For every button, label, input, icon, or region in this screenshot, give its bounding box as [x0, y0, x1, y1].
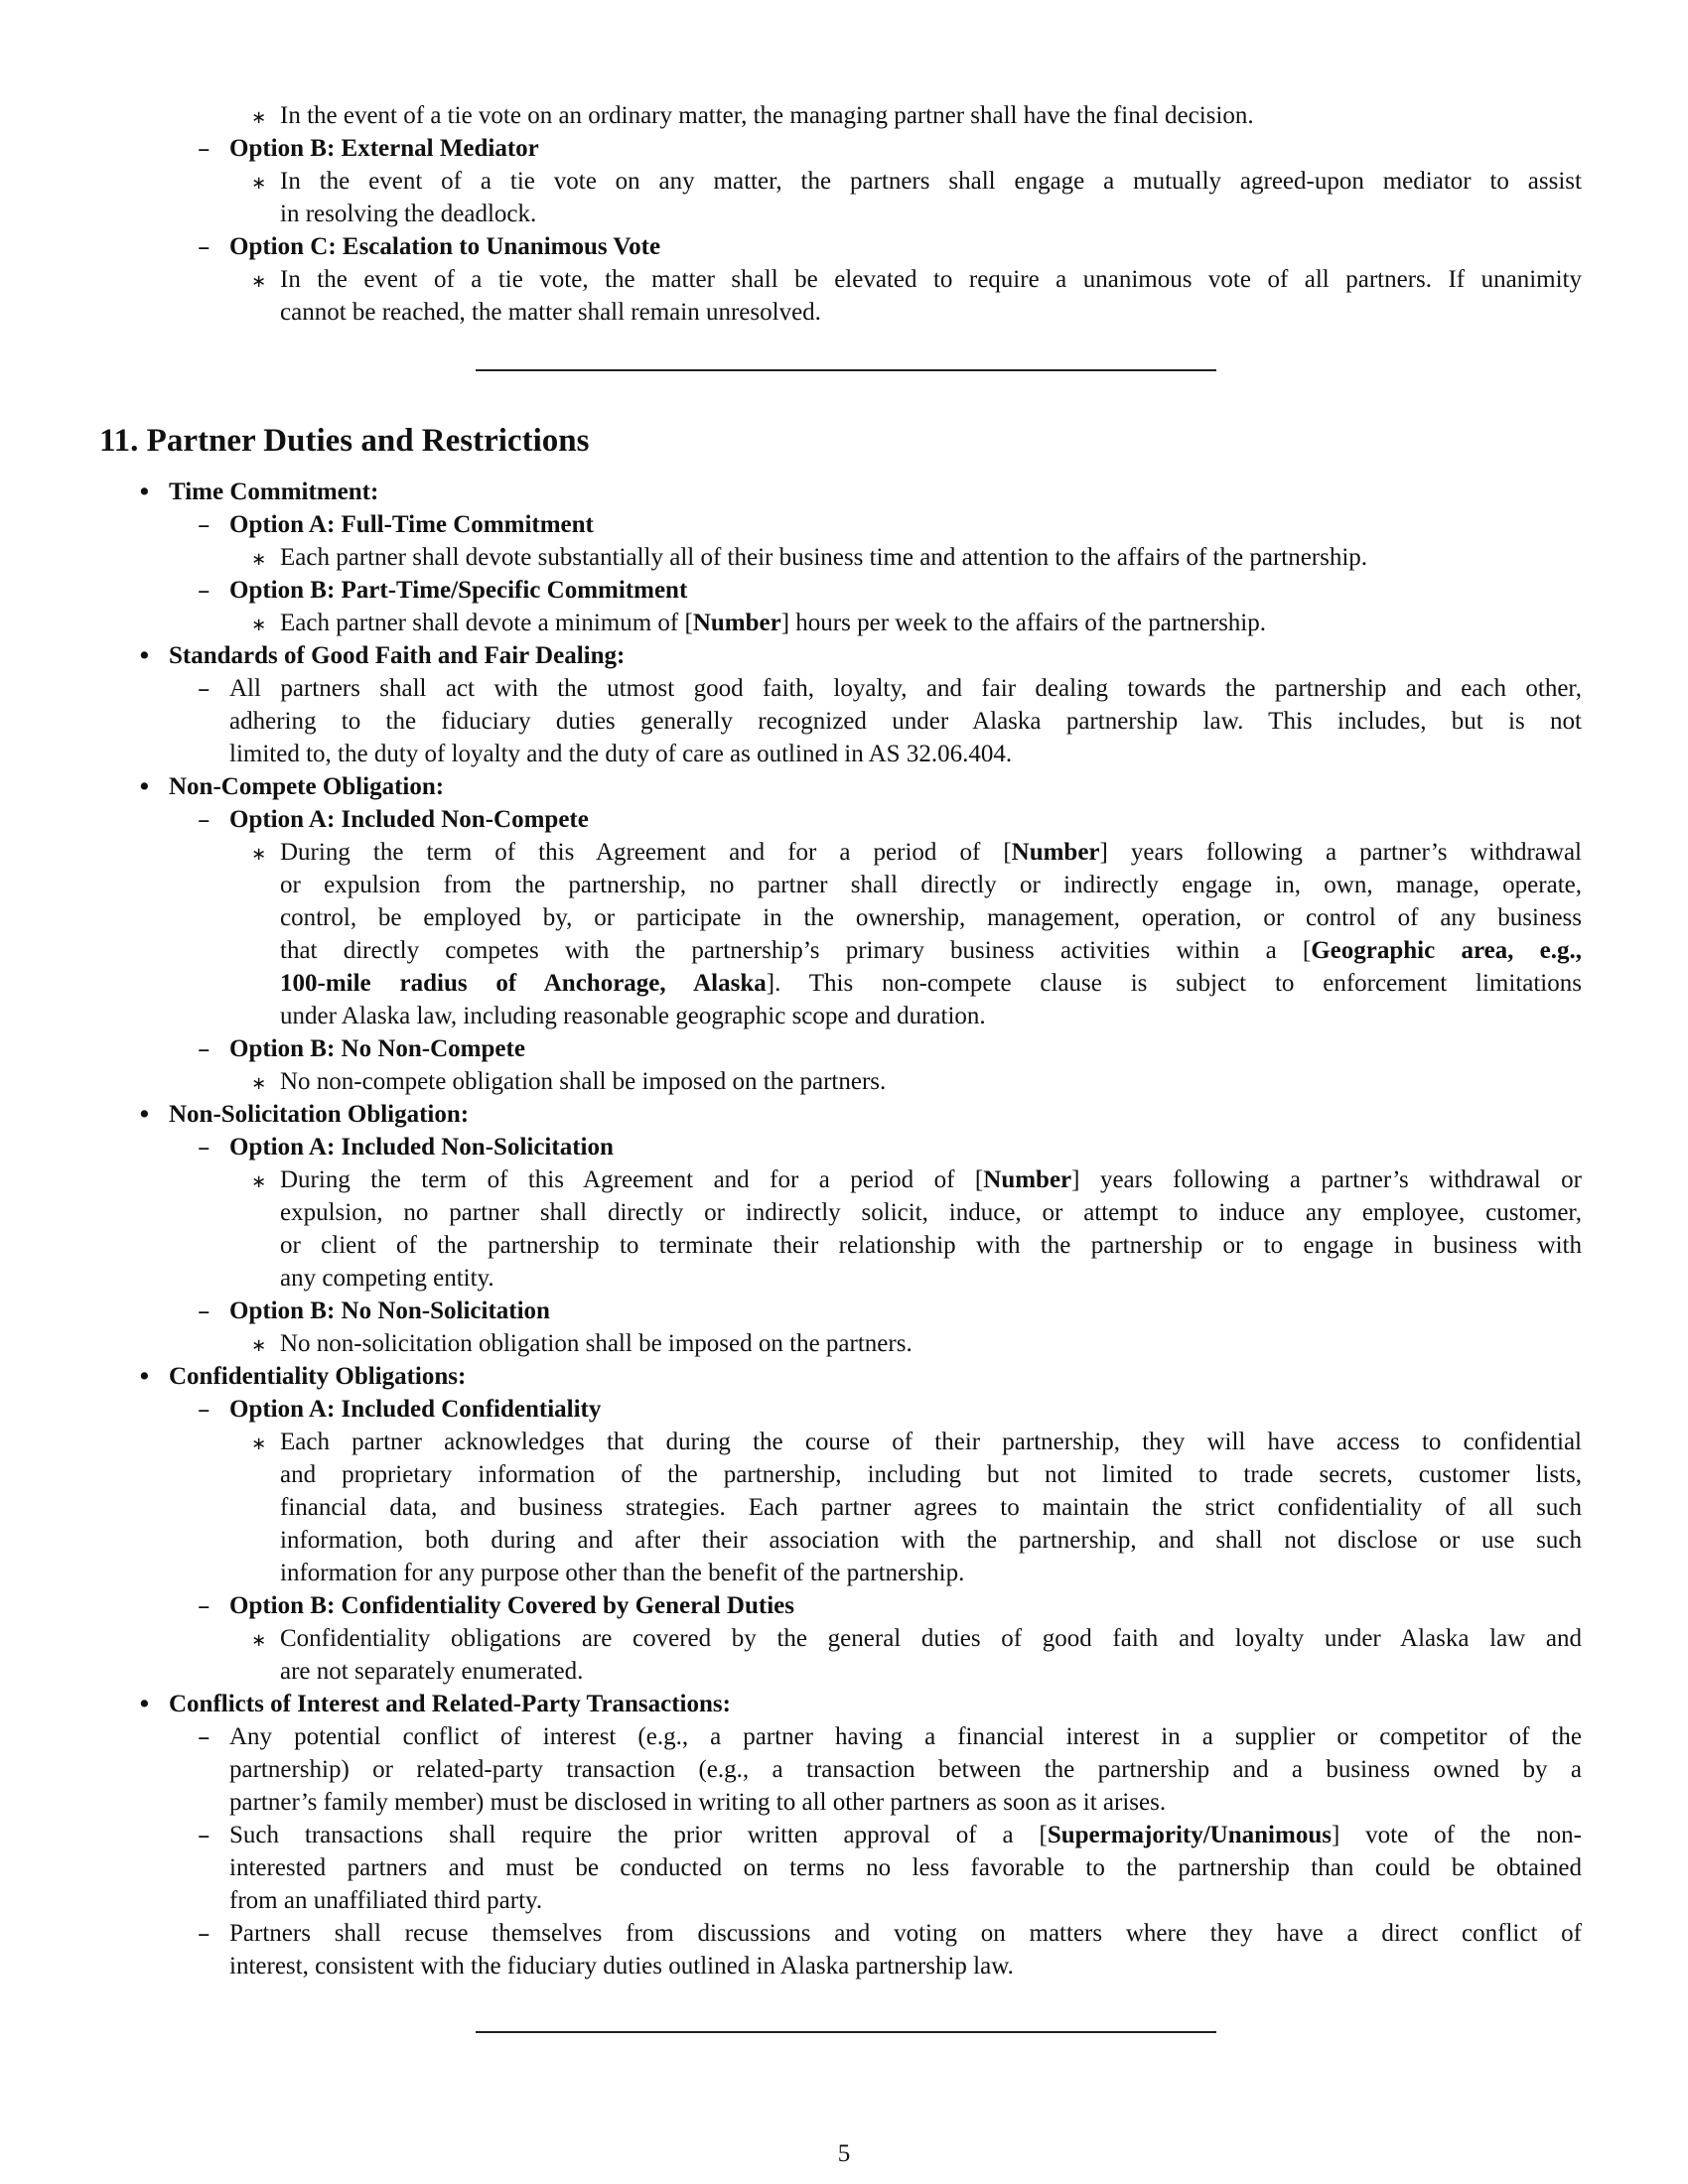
- bullet: •: [137, 1100, 152, 1129]
- tie-managing-partner-text: In the event of a tie vote on an ordinary matter, the managing partner shall have the final decision.: [280, 102, 1254, 129]
- star-bullet: ∗: [251, 614, 267, 635]
- dash-bullet: –: [198, 1034, 211, 1063]
- non-compete-label: Non-Compete Obligation:: [169, 773, 445, 800]
- unanimous-text-line: In the event of a tie vote, the matter shall be elevated to require a unanimous vote of all partners. If unanimity: [280, 266, 1582, 293]
- star-bullet: ∗: [251, 271, 267, 292]
- time-option-a-heading: Option A: Full-Time Commitment: [229, 511, 594, 538]
- star-bullet: ∗: [251, 1335, 267, 1356]
- conflicts-text-line: Partners shall recuse themselves from discussions and voting on matters where they have a direct conflict of: [229, 1920, 1582, 1947]
- dash-bullet: –: [198, 1722, 211, 1751]
- confidentiality-option-b-heading: Option B: Confidentiality Covered by General Duties: [229, 1592, 794, 1619]
- non-compete-text-line: that directly competes with the partnership’s primary business activities within a [Geographic area, e.g.,: [280, 937, 1582, 964]
- non-solicitation-option-b-text: No non-solicitation obligation shall be imposed on the partners.: [280, 1330, 913, 1357]
- dash-bullet: –: [198, 1133, 211, 1161]
- non-compete-text-line: 100-mile radius of Anchorage, Alaska]. This non-compete clause is subject to enforcement limitations: [280, 970, 1582, 997]
- confidentiality-text-line: and proprietary information of the partnership, including but not limited to trade secrets, customer lists,: [280, 1461, 1582, 1488]
- non-compete-option-b-text: No non-compete obligation shall be imposed on the partners.: [280, 1068, 887, 1095]
- conflicts-label: Conflicts of Interest and Related-Party Transactions:: [169, 1691, 731, 1717]
- page-number: 5: [837, 2140, 851, 2167]
- placeholder-geographic-area: Geographic area, e.g.,: [1311, 937, 1582, 964]
- dash-bullet: –: [198, 232, 211, 261]
- confidentiality-text-line: financial data, and business strategies. Each partner agrees to maintain the strict confidentiality of all such: [280, 1494, 1582, 1521]
- section-11-title: 11. Partner Duties and Restrictions: [99, 423, 590, 459]
- dash-bullet: –: [198, 1591, 211, 1620]
- star-bullet: ∗: [251, 1433, 267, 1454]
- non-solicitation-text-line: or client of the partnership to terminate their relationship with the partnership or to engage in business with: [280, 1232, 1582, 1259]
- non-compete-option-b-heading: Option B: No Non-Compete: [229, 1035, 525, 1062]
- dash-bullet: –: [198, 510, 211, 539]
- section-divider: [476, 369, 1216, 371]
- mediator-text-line: in resolving the deadlock.: [280, 201, 537, 227]
- star-bullet: ∗: [251, 1630, 267, 1651]
- conflicts-text-line: from an unaffiliated third party.: [229, 1887, 543, 1914]
- conflicts-text-line: Such transactions shall require the prior written approval of a [Supermajority/Unanimous] vote of the non-: [229, 1822, 1583, 1848]
- time-option-b-heading: Option B: Part-Time/Specific Commitment: [229, 577, 688, 604]
- confidentiality-label: Confidentiality Obligations:: [169, 1363, 467, 1390]
- non-compete-text-line: control, be employed by, or participate in the ownership, management, operation, or control of any business: [280, 904, 1582, 931]
- non-compete-text-line: During the term of this Agreement and for a period of [Number] years following a partner’s withdrawal: [280, 839, 1582, 866]
- dash-bullet: –: [198, 1919, 211, 1948]
- conflicts-text-line: Any potential conflict of interest (e.g., a partner having a financial interest in a supplier or competitor of the: [229, 1723, 1582, 1750]
- bullet: •: [137, 1690, 152, 1718]
- mediator-text-line: In the event of a tie vote on any matter, the partners shall engage a mutually agreed-upon mediator to assist: [280, 168, 1582, 195]
- confidentiality-option-b-text-line: are not separately enumerated.: [280, 1658, 584, 1685]
- bullet: •: [137, 1362, 152, 1391]
- star-bullet: ∗: [251, 1073, 267, 1094]
- star-bullet: ∗: [251, 1171, 267, 1192]
- conflicts-text-line: interested partners and must be conducted on terms no less favorable to the partnership than could be obtained: [229, 1854, 1582, 1881]
- placeholder-number: Number: [692, 610, 781, 636]
- section-divider: [476, 2031, 1216, 2033]
- star-bullet: ∗: [251, 844, 267, 865]
- conflicts-text-line: partnership) or related-party transaction (e.g., a transaction between the partnership and a business owned by a: [229, 1756, 1582, 1783]
- bullet: •: [137, 641, 152, 670]
- non-compete-option-a-heading: Option A: Included Non-Compete: [229, 806, 589, 833]
- non-solicitation-text-line: During the term of this Agreement and for a period of [Number] years following a partner’s withdrawal or: [280, 1166, 1582, 1193]
- dash-bullet: –: [198, 134, 211, 163]
- placeholder-geographic-area: 100-mile radius of Anchorage, Alaska: [280, 970, 767, 997]
- conflicts-text-line: interest, consistent with the fiduciary duties outlined in Alaska partnership law.: [229, 1953, 1014, 1979]
- confidentiality-option-a-heading: Option A: Included Confidentiality: [229, 1396, 602, 1423]
- good-faith-text-line: adhering to the fiduciary duties generally recognized under Alaska partnership law. This includes, but is not: [229, 708, 1582, 735]
- bullet: •: [137, 772, 152, 801]
- good-faith-text-line: limited to, the duty of loyalty and the duty of care as outlined in AS 32.06.404.: [229, 741, 1013, 767]
- dash-bullet: –: [198, 1821, 211, 1849]
- good-faith-label: Standards of Good Faith and Fair Dealing:: [169, 642, 626, 669]
- star-bullet: ∗: [251, 549, 267, 570]
- non-solicitation-label: Non-Solicitation Obligation:: [169, 1101, 470, 1128]
- non-solicitation-option-b-heading: Option B: No Non-Solicitation: [229, 1297, 550, 1324]
- non-solicitation-text-line: any competing entity.: [280, 1265, 494, 1292]
- dash-bullet: –: [198, 1297, 211, 1325]
- non-compete-text-line: or expulsion from the partnership, no partner shall directly or indirectly engage in, own, manage, operate,: [280, 872, 1582, 898]
- placeholder-number: Number: [1011, 839, 1100, 866]
- confidentiality-option-b-text-line: Confidentiality obligations are covered by the general duties of good faith and loyalty under Alaska law and: [280, 1625, 1582, 1652]
- dash-bullet: –: [198, 805, 211, 834]
- good-faith-text-line: All partners shall act with the utmost good faith, loyalty, and fair dealing towards the partnership and each other,: [229, 675, 1582, 702]
- non-compete-text-line: under Alaska law, including reasonable geographic scope and duration.: [280, 1003, 986, 1029]
- option-b-mediator-heading: Option B: External Mediator: [229, 135, 539, 162]
- placeholder-number: Number: [983, 1166, 1072, 1193]
- non-solicitation-text-line: expulsion, no partner shall directly or indirectly solicit, induce, or attempt to induce any employee, customer,: [280, 1199, 1582, 1226]
- placeholder-vote-threshold: Supermajority/Unanimous: [1047, 1822, 1332, 1848]
- star-bullet: ∗: [251, 173, 267, 194]
- dash-bullet: –: [198, 674, 211, 703]
- option-c-unanimous-heading: Option C: Escalation to Unanimous Vote: [229, 233, 661, 260]
- time-commitment-label: Time Commitment:: [169, 478, 379, 505]
- bullet: •: [137, 478, 152, 506]
- confidentiality-text-line: information for any purpose other than the benefit of the partnership.: [280, 1560, 965, 1586]
- confidentiality-text-line: Each partner acknowledges that during the course of their partnership, they will have access to confidential: [280, 1429, 1582, 1455]
- confidentiality-text-line: information, both during and after their association with the partnership, and shall not disclose or use such: [280, 1527, 1582, 1554]
- unanimous-text-line: cannot be reached, the matter shall remain unresolved.: [280, 299, 821, 326]
- conflicts-text-line: partner’s family member) must be disclosed in writing to all other partners as soon as it arises.: [229, 1789, 1167, 1816]
- time-option-a-text: Each partner shall devote substantially all of their business time and attention to the affairs of the partnership.: [280, 544, 1368, 571]
- time-option-b-text: Each partner shall devote a minimum of [Number] hours per week to the affairs of the partnership.: [280, 610, 1266, 636]
- dash-bullet: –: [198, 1395, 211, 1424]
- star-bullet: ∗: [251, 107, 267, 128]
- non-solicitation-option-a-heading: Option A: Included Non-Solicitation: [229, 1134, 614, 1160]
- dash-bullet: –: [198, 576, 211, 605]
